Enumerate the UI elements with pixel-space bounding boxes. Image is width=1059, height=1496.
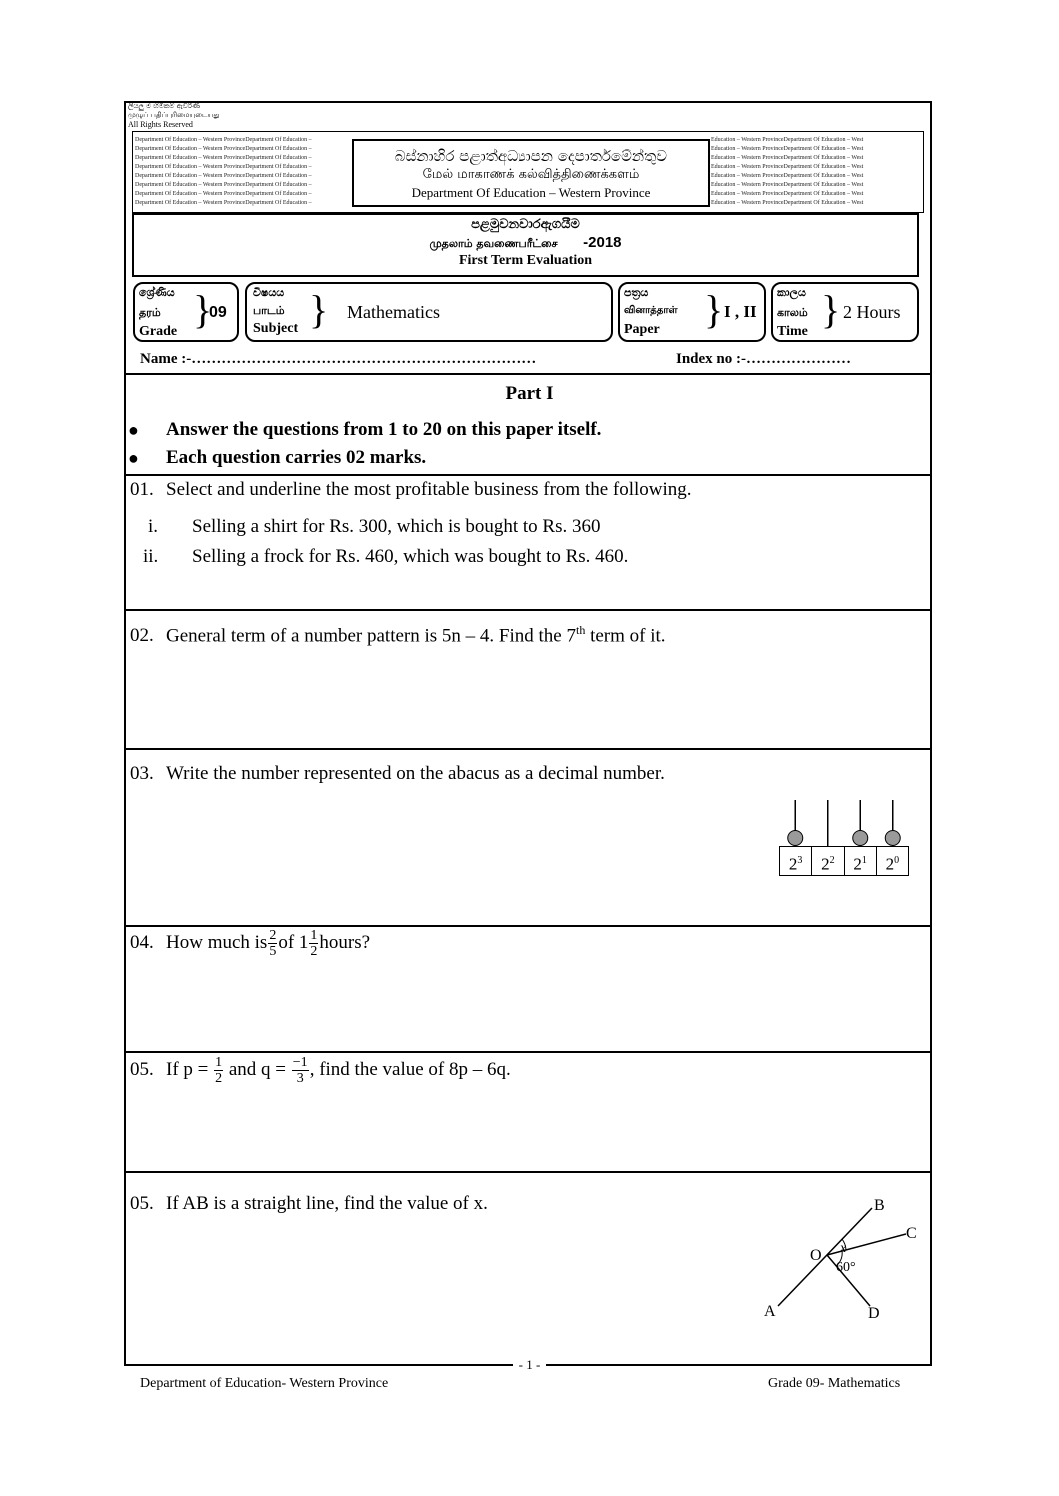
instruction-2: Each question carries 02 marks. — [166, 447, 427, 468]
question-text: hours? — [319, 931, 371, 953]
question-2 — [130, 623, 666, 647]
grade-label-english: Grade — [139, 324, 178, 339]
question-text: How much is — [166, 931, 268, 953]
exam-title-tamil: முதலாம் தவணைபரீட்சை — [429, 237, 558, 250]
subject-label-tamil: பாடம் — [253, 304, 285, 317]
abacus-place-value: $2^3$ — [780, 847, 812, 875]
subject-brace: } — [309, 287, 329, 332]
label-d: D — [868, 1305, 880, 1322]
question-number: 05. — [130, 1058, 154, 1080]
time-label-tamil: காலம் — [777, 306, 808, 319]
time-label-sinhala: කාලය — [777, 286, 806, 299]
abacus — [779, 798, 911, 878]
paper-label-tamil: வினாத்தாள் — [624, 305, 678, 316]
header-divider — [126, 373, 930, 375]
divider — [126, 609, 930, 611]
paper-label-english: Paper — [624, 322, 660, 337]
question-text: Select and underline the most profitable business from the following. — [166, 479, 692, 500]
question-text-end: term of it. — [585, 625, 666, 647]
abacus-bead — [885, 831, 900, 846]
footer-right: Grade 09- Mathematics — [768, 1376, 901, 1391]
grade-box — [133, 282, 239, 342]
ray-oc — [827, 1234, 906, 1255]
question-text: Write the number represented on the abacus as a decimal number. — [166, 763, 665, 784]
divider — [126, 748, 930, 750]
question-3 — [130, 763, 665, 785]
question-number: 04. — [130, 931, 154, 953]
exam-title-box — [132, 213, 919, 277]
abacus-bead — [788, 831, 803, 846]
question-6 — [130, 1193, 488, 1215]
exam-title-sinhala: පළමුවනවාරඇගයීම — [471, 217, 580, 232]
divider — [126, 1051, 930, 1053]
question-number: 02. — [130, 625, 154, 647]
question-text: , find the value of 8p – 6q. — [309, 1058, 511, 1080]
question-number: 05. — [130, 1193, 154, 1214]
paper-brace: } — [704, 287, 724, 332]
part-title: Part I — [505, 383, 554, 404]
instruction-1: Answer the questions from 1 to 20 on this paper itself. — [166, 419, 602, 440]
time-box — [771, 282, 919, 342]
option-number: ii. — [143, 546, 159, 567]
time-label-english: Time — [777, 324, 808, 339]
watermark-right: Education – Western ProvinceDepartment Of Education – West Education – Western ProvinceDepartment Of Education – West Education – Western ProvinceDepartment Of Education – West Education – Western ProvinceDepartment Of Education – West Education – Western ProvinceDepartment Of Education – West Education – Western ProvinceDepartment Of Education – West Education – Western ProvinceDepartment Of Education – West Education – Western ProvinceDepartment Of Education – West — [711, 137, 864, 206]
bullet-icon: ● — [128, 448, 139, 468]
abacus-base — [779, 846, 909, 876]
question-text: If AB is a straight line, find the value of x. — [166, 1193, 488, 1214]
label-a: A — [764, 1303, 776, 1320]
copyright-sinhala: ලියලු ම හිමිකම් ඇවිරිණි — [128, 102, 200, 110]
fraction: $\frac{2}{5}$ — [269, 928, 277, 959]
question-1-option-i[interactable] — [148, 516, 601, 538]
option-number: i. — [148, 516, 159, 537]
time-value: 2 Hours — [843, 302, 901, 322]
question-text: of 1 — [278, 931, 309, 953]
copyright-tamil: முழுப் பதிப்புரிமையுடையது — [128, 111, 220, 119]
watermark-left: Department Of Education – Western ProvinceDepartment Of Education – Department Of Education – Western ProvinceDepartment Of Education – Department Of Education – Western ProvinceDepartment Of Education – Department Of Education – Western ProvinceDepartment Of Education – Department Of Education – Western ProvinceDepartment Of Education – Department Of Education – Western ProvinceDepartment Of Education – Department Of Education – Western ProvinceDepartment Of Education – Department Of Education – Western ProvinceDepartment Of Education – — [135, 137, 312, 206]
question-1-option-ii[interactable] — [143, 546, 628, 568]
divider — [126, 1171, 930, 1173]
department-english: Department Of Education – Western Province — [411, 185, 651, 200]
copyright-english: All Rights Reserved — [128, 120, 193, 129]
abacus-place-value: $2^2$ — [812, 847, 844, 875]
subject-label-sinhala: විෂයය — [253, 286, 285, 299]
angle-diagram — [760, 1192, 925, 1326]
grade-label-tamil: தரம் — [139, 306, 161, 319]
fraction: $\frac{1}{2}$ — [215, 1055, 223, 1086]
department-sinhala: බස්නාහිර පළාත්අධ්‍යාපන දෙපාර්තමේන්තුව — [394, 147, 668, 165]
abacus-bead — [853, 831, 868, 846]
fraction: $\frac{1}{2}$ — [310, 928, 318, 959]
label-x: x — [840, 1241, 847, 1256]
question-text: If p = — [166, 1058, 214, 1080]
fraction: $\frac{-1}{3}$ — [292, 1055, 308, 1086]
label-c: C — [906, 1225, 917, 1242]
question-text: and q = — [224, 1058, 291, 1080]
question-text: General term of a number pattern is 5n – 4. Find the 7 — [166, 625, 576, 647]
exam-title-english: First Term Evaluation — [458, 253, 592, 268]
divider — [126, 925, 930, 927]
abacus-place-value: $2^1$ — [845, 847, 877, 875]
name-field[interactable]: Name :-…………………………………………………………… — [140, 351, 537, 367]
index-number-field[interactable]: Index no :-………………… — [676, 351, 852, 367]
label-b: B — [874, 1197, 885, 1214]
department-tamil: மேல் மாகாணக் கல்வித்திணைக்களம் — [422, 167, 640, 182]
option-text: Selling a shirt for Rs. 300, which is bought to Rs. 360 — [192, 516, 601, 537]
question-number: 03. — [130, 763, 154, 784]
abacus-place-value: $2^0$ — [885, 854, 900, 874]
footer-left: Department of Education- Western Province — [140, 1376, 389, 1391]
exam-year: -2018 — [583, 234, 622, 251]
subject-label-english: Subject — [253, 321, 299, 336]
question-4 — [130, 928, 370, 959]
label-angle-60: 60° — [836, 1260, 856, 1275]
question-number: 01. — [130, 479, 154, 500]
option-text: Selling a frock for Rs. 460, which was bought to Rs. 460. — [192, 546, 629, 567]
paper-label-sinhala: පත්‍රය — [624, 286, 649, 299]
department-box — [352, 139, 710, 207]
grade-brace: } — [193, 287, 213, 332]
time-brace: } — [821, 287, 841, 332]
subject-box — [245, 282, 613, 342]
superscript: th — [575, 623, 586, 637]
subject-value: Mathematics — [347, 302, 440, 322]
paper-value: I , II — [724, 302, 757, 321]
paper-box — [618, 282, 766, 342]
divider — [126, 474, 930, 476]
grade-value: 09 — [209, 304, 227, 321]
grade-label-sinhala: ශ්‍රේණිය — [139, 286, 175, 299]
question-1 — [130, 479, 692, 501]
label-o: O — [810, 1247, 822, 1264]
page-number: - 1 - — [0, 1357, 1059, 1373]
question-5 — [130, 1055, 511, 1086]
bullet-icon: ● — [128, 420, 139, 440]
